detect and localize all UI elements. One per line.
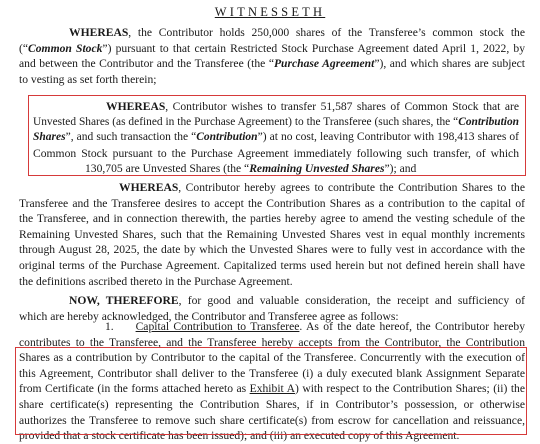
p3-line-7: the definitions ascribed thereto in the Purchase Agreement. <box>19 274 293 288</box>
p2-line-2: Unvested Shares (as defined in the Purchase Agreement) to the Transferee (such shares, the “Contribution <box>33 115 519 128</box>
exhibit-a-reference: Exhibit A <box>249 382 295 396</box>
p5-line-8: provided that a stock certificate has been issued); and (iii) an executed copy of this Agreement. <box>19 429 460 443</box>
p3-line-4: Remaining Unvested Shares, such that the Remaining Unvested Shares vest in equal monthly increments <box>19 227 525 241</box>
section-heading: WITNESSETH <box>214 5 326 19</box>
p3-line-1: WHEREAS, Contributor hereby agrees to contribute the Contribution Shares to the <box>119 181 525 194</box>
p3-line-5: through August 28, 2025, the date by which the Unvested Shares were to fully vest in accordance with the <box>19 243 525 257</box>
p5-line-1: 1. Capital Contribution to Transferee. As of the date hereof, the Contributor hereby <box>105 320 525 333</box>
p4-line-2: which are hereby acknowledged, the Contributor and Transferee agree as follows: <box>19 309 399 323</box>
p5-line-2: contributes to the Transferee, and the Transferee hereby accepts from the Contributor, the Contribution <box>19 335 525 349</box>
p3-line-3: the Transferee, and in connection therewith, the parties hereby agree to amend the vesting schedule of the <box>19 212 525 226</box>
p1-line-4: to vesting as set forth therein; <box>19 72 157 86</box>
p5-line-5: from Certificate (in the forms attached hereto as Exhibit A) with respect to the Contribution Shares; (ii) the <box>19 382 526 396</box>
p2-line-3: Shares”, and such transaction the “Contribution”) at no cost, leaving Contributor with 198,413 shares of <box>33 131 519 144</box>
p5-line-4: this Agreement, Contributor shall deliver to the Transferee (i) a duly executed blank Assignment Separate <box>19 366 525 380</box>
section-1-title: Capital Contribution to Transferee <box>135 320 300 333</box>
recital-paragraph-2 <box>33 99 519 177</box>
p2-line-4: Common Stock pursuant to the Purchase Agreement immediately following such transfer, of which <box>33 146 519 160</box>
p2-line-5: 130,705 are Unvested Shares (the “Remaining Unvested Shares”); and <box>85 162 417 176</box>
p2-line-1: WHEREAS, Contributor wishes to transfer 51,587 shares of Common Stock that are <box>106 100 519 113</box>
p5-line-6: share certificate(s) representing the Contribution Shares, if in Contributor’s possession, or otherwise <box>19 397 525 411</box>
p4-line-1: NOW, THEREFORE, for good and valuable consideration, the receipt and sufficiency of <box>69 294 525 307</box>
p1-line-3: and between the Contributor and the Transferee (the “Purchase Agreement”), and which shares are subject <box>19 57 525 71</box>
recital-paragraph-3 <box>19 180 525 289</box>
p5-line-7: authorizes the Transferee to remove such share certificate(s) from escrow for cancellation and reissuance, <box>19 413 525 427</box>
p3-line-2: Transferee and the Transferee desires to accept the Contribution Shares as a contribution to the capital of <box>19 196 525 210</box>
section-1-paragraph <box>19 319 525 444</box>
p1-line-1: WHEREAS, the Contributor holds 250,000 shares of the Transferee’s common stock the <box>69 26 525 39</box>
recital-paragraph-1 <box>19 25 525 87</box>
p5-line-3: Shares as a contribution by Contributor to the capital of the Transferee. Concurrently with the execution of <box>19 351 525 365</box>
p3-line-6: original terms of the Purchase Agreement. Capitalized terms used herein but not defined herein shall have <box>19 258 525 272</box>
p1-line-2: (“Common Stock”) pursuant to that certain Restricted Stock Purchase Agreement dated April 1, 2022, by <box>19 41 526 55</box>
